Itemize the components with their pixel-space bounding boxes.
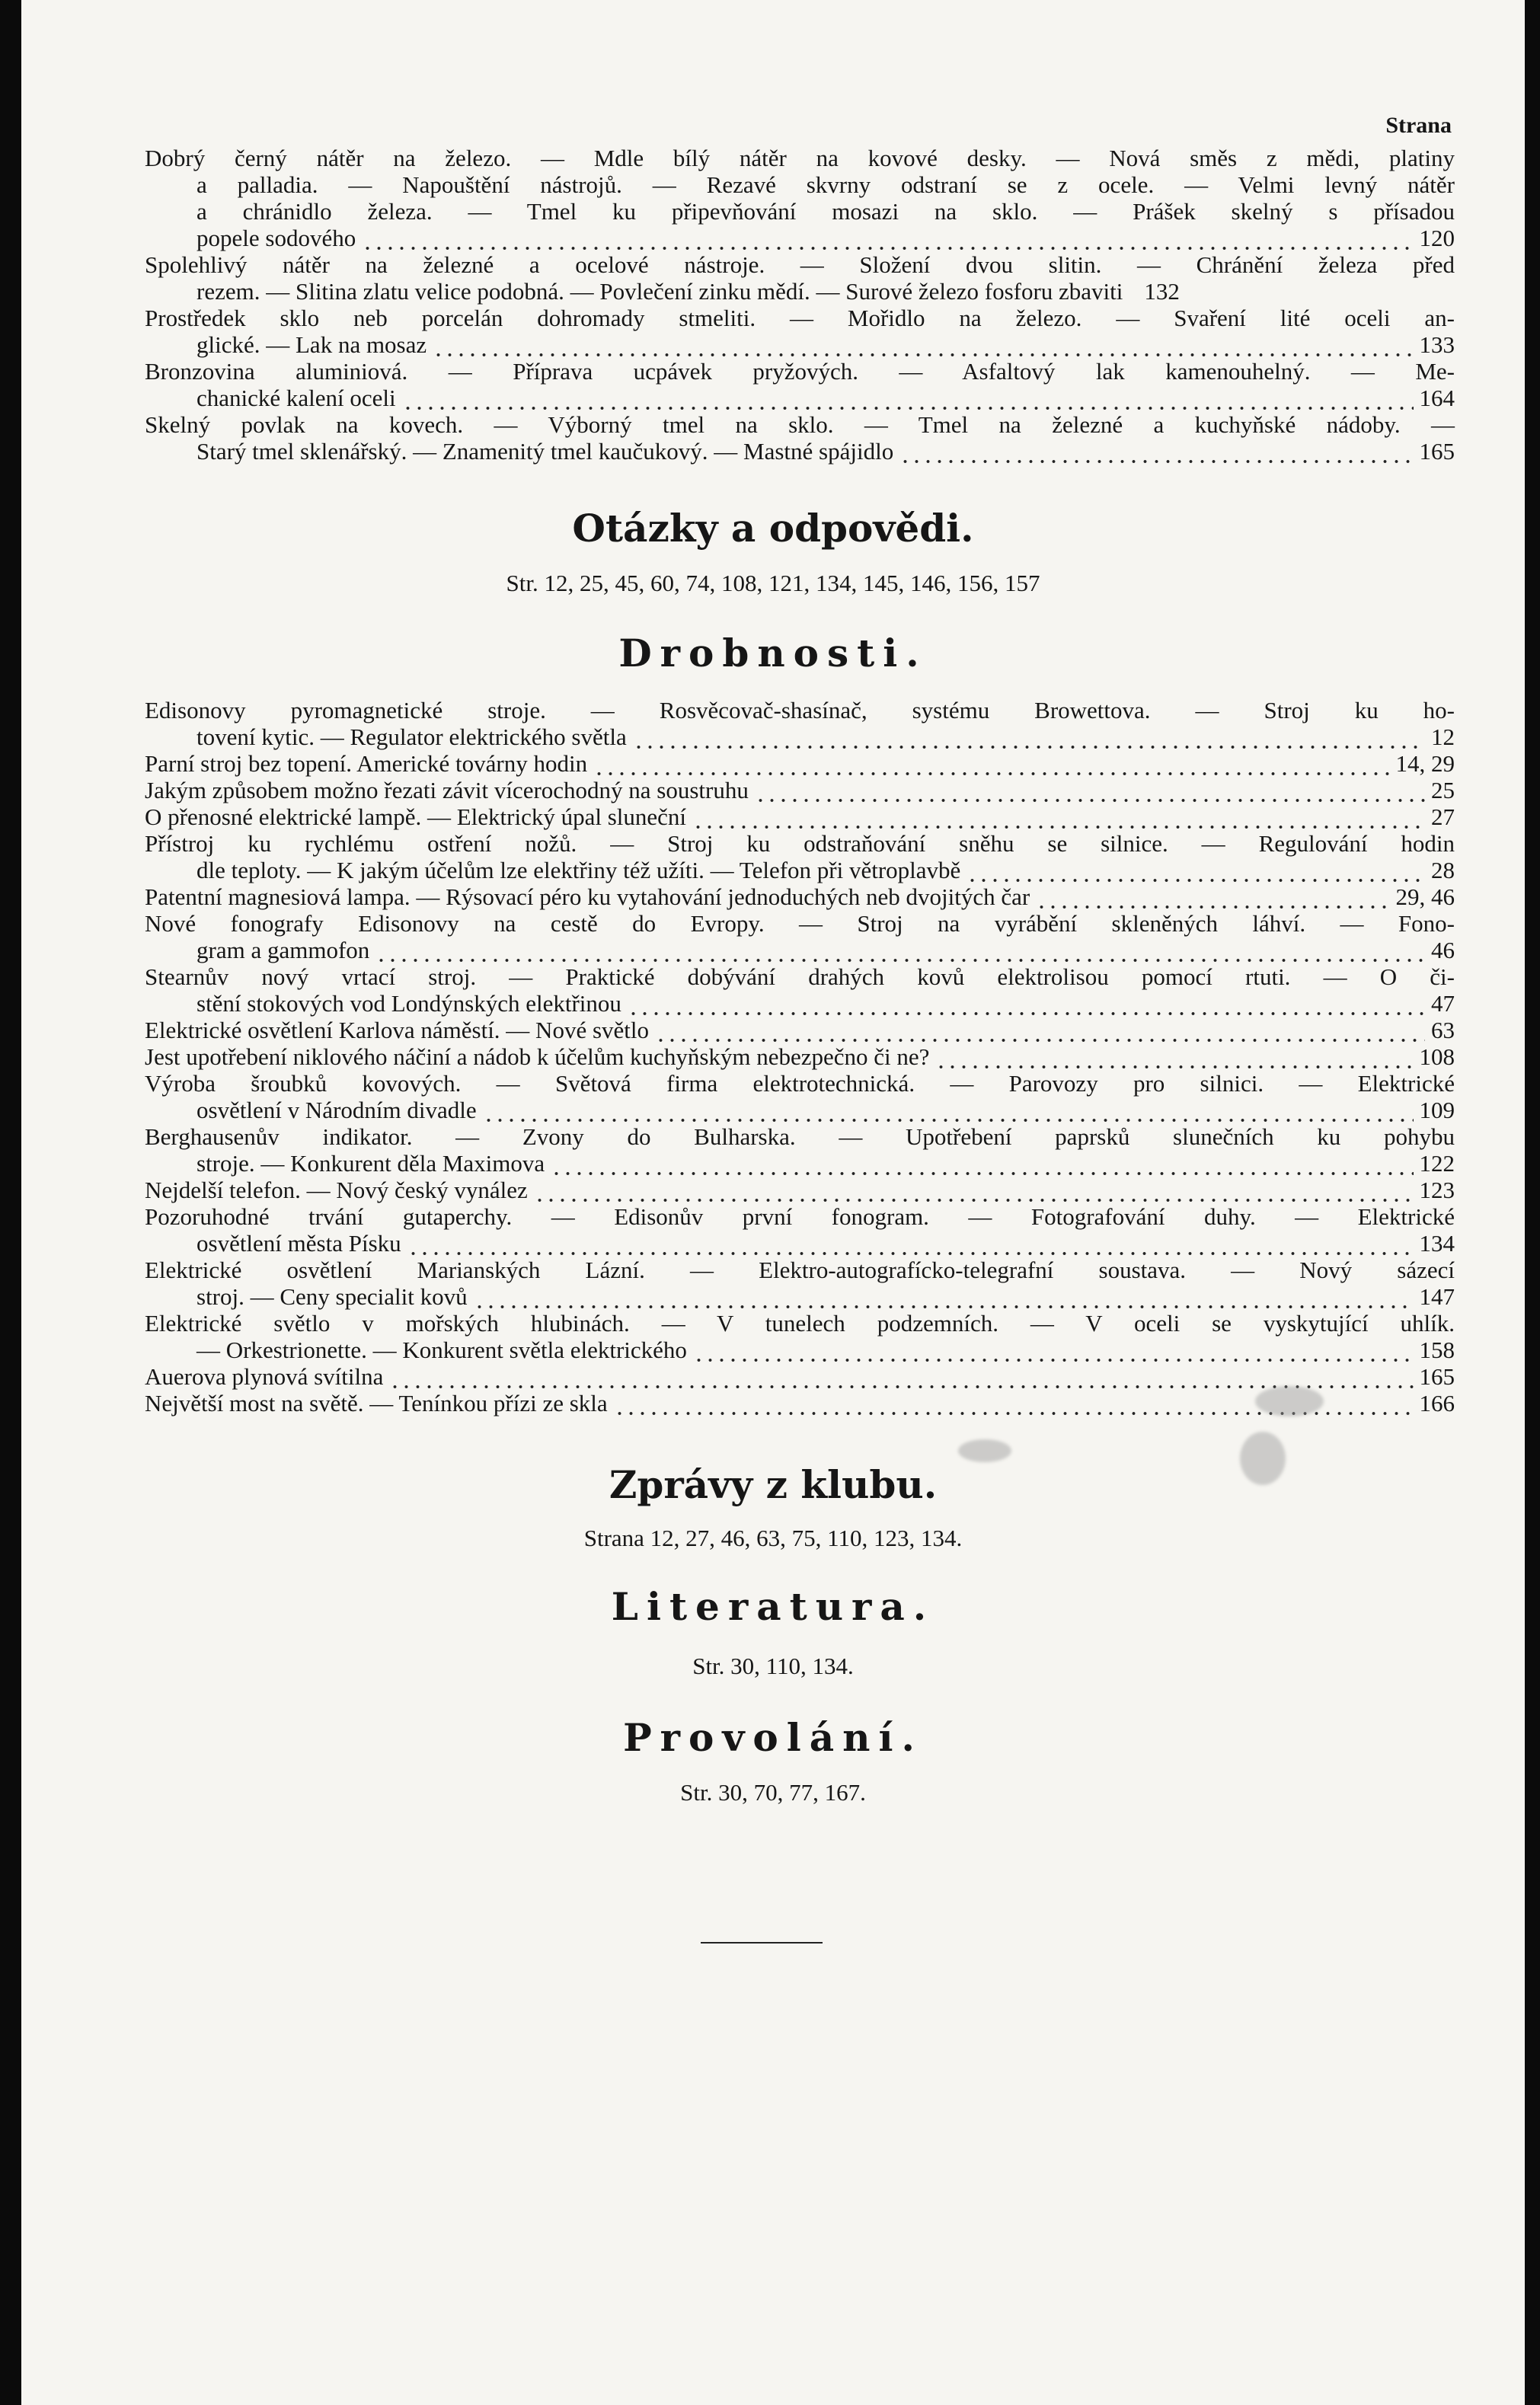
- toc-page-number: 46: [1431, 937, 1455, 963]
- toc-entry-line: [145, 910, 1455, 937]
- toc-entry-line: [145, 1363, 1455, 1390]
- toc-page-number: 165: [1419, 438, 1455, 465]
- section-pages-provolani: Str. 30, 70, 77, 167.: [680, 1779, 866, 1806]
- toc-section-drobnosti: [145, 697, 1455, 1416]
- ink-smudge: [1255, 1386, 1324, 1416]
- toc-entry-line: [145, 411, 1455, 438]
- toc-entry: [145, 411, 1455, 465]
- dot-leader: [633, 730, 1425, 750]
- toc-entry-text: chanické kalení oceli: [196, 385, 396, 411]
- dot-leader: [693, 1343, 1414, 1363]
- toc-entry: [145, 697, 1455, 750]
- toc-entry-line: [145, 278, 1455, 305]
- dot-leader: [1036, 890, 1389, 910]
- toc-entry-line: [145, 1097, 1455, 1123]
- toc-page-number: 28: [1431, 857, 1455, 883]
- toc-entry: [145, 777, 1455, 803]
- toc-page-number: 47: [1431, 990, 1455, 1017]
- section-pages-zpravy: Strana 12, 27, 46, 63, 75, 110, 123, 134.: [583, 1525, 963, 1551]
- toc-entry-line: [145, 857, 1455, 883]
- toc-entry-line: [145, 723, 1455, 750]
- toc-entry-text: a chránidlo železa. — Tmel ku připevňování mosazi na sklo. — Prášek skelný s přísadou: [196, 198, 1455, 225]
- toc-page-number: 158: [1419, 1337, 1455, 1363]
- dot-leader: [389, 1370, 1413, 1390]
- toc-entry: [145, 1043, 1455, 1070]
- document-page: [21, 0, 1525, 2405]
- toc-page-number: 134: [1419, 1230, 1455, 1257]
- toc-entry: [145, 883, 1455, 910]
- dot-leader: [935, 1050, 1413, 1070]
- toc-entry-text: stroj. — Ceny specialit kovů: [196, 1283, 468, 1310]
- toc-entry-text: Berghausenův indikator. — Zvony do Bulharska. — Upotřebení paprsků slunečních ku pohybu: [145, 1123, 1455, 1150]
- section-title-otazky: Otázky a odpovědi.: [572, 506, 974, 551]
- toc-entry-line: [145, 358, 1455, 385]
- toc-entry-line: [145, 305, 1455, 331]
- toc-entry-text: Prostředek sklo neb porcelán dohromady stmeliti. — Mořidlo na železo. — Svaření lité oceli an-: [145, 305, 1455, 331]
- toc-page-number: 12: [1431, 723, 1455, 750]
- dot-leader: [692, 810, 1425, 830]
- ink-smudge: [1240, 1432, 1286, 1485]
- dot-leader: [433, 338, 1413, 358]
- toc-entry-line: [145, 1337, 1455, 1363]
- toc-page-number: 25: [1431, 777, 1455, 803]
- toc-page-number: 166: [1419, 1390, 1455, 1416]
- section-title-zpravy: Zprávy z klubu.: [609, 1462, 938, 1507]
- toc-entry-line: [145, 803, 1455, 830]
- section-title-literatura: Literatura.: [611, 1584, 935, 1629]
- dot-leader: [593, 757, 1389, 777]
- toc-entry-line: [145, 1123, 1455, 1150]
- toc-entry-text: gram a gammofon: [196, 937, 370, 963]
- toc-entry-text: Spolehlivý nátěr na železné a ocelové nástroje. — Složení dvou slitin. — Chránění železa před: [145, 251, 1455, 278]
- toc-entry-line: [145, 385, 1455, 411]
- toc-entry-line: [145, 438, 1455, 465]
- dot-leader: [474, 1290, 1414, 1310]
- toc-entry-text: stroje. — Konkurent děla Maximova: [196, 1150, 545, 1177]
- toc-section-recipes: [145, 145, 1455, 465]
- toc-entry-text: Výroba šroubků kovových. — Světová firma elektrotechnická. — Parovozy pro silnici. — Elektrické: [145, 1070, 1455, 1097]
- toc-entry-line: [145, 225, 1455, 251]
- toc-entry: [145, 1257, 1455, 1310]
- toc-entry-text: stění stokových vod Londýnských elektřinou: [196, 990, 621, 1017]
- toc-entry-text: Nejdelší telefon. — Nový český vynález: [145, 1177, 528, 1203]
- toc-page-number: 63: [1431, 1017, 1455, 1043]
- toc-page-number: 120: [1419, 225, 1455, 251]
- toc-entry-text: a palladia. — Napouštění nástrojů. — Rezavé skvrny odstraní se z ocele. — Velmi levný nátěr: [196, 171, 1455, 198]
- toc-entry-line: [145, 777, 1455, 803]
- toc-entry: [145, 305, 1455, 358]
- toc-entry-line: [145, 198, 1455, 225]
- toc-entry-text: — Orkestrionette. — Konkurent světla elektrického: [196, 1337, 687, 1363]
- toc-entry-line: [145, 1177, 1455, 1203]
- section-pages-literatura: Str. 30, 110, 134.: [692, 1653, 854, 1679]
- toc-entry-line: [145, 1070, 1455, 1097]
- toc-entry-line: [145, 963, 1455, 990]
- dot-leader: [534, 1183, 1414, 1203]
- dot-leader: [755, 784, 1425, 803]
- toc-page-number: 133: [1419, 331, 1455, 358]
- toc-entry: [145, 830, 1455, 883]
- toc-entry-text: Jest upotřebení niklového náčiní a nádob k účelům kuchyňským nebezpečno či ne?: [145, 1043, 930, 1070]
- toc-page-number: 109: [1419, 1097, 1455, 1123]
- toc-entry-text: Elektrické osvětlení Marianských Lázní. — Elektro-autografícko-telegrafní soustava. — Nový sázecí: [145, 1257, 1455, 1283]
- toc-entry-line: [145, 937, 1455, 963]
- toc-entry-text: Stearnův nový vrtací stroj. — Praktické dobývání drahých kovů elektrolisou pomocí rtuti. — O či-: [145, 963, 1455, 990]
- toc-page-number: 27: [1431, 803, 1455, 830]
- toc-entry-text: popele sodového: [196, 225, 356, 251]
- section-pages-otazky: Str. 12, 25, 45, 60, 74, 108, 121, 134, 145, 146, 156, 157: [506, 570, 1040, 596]
- toc-entry-line: [145, 990, 1455, 1017]
- toc-page-number: 122: [1419, 1150, 1455, 1177]
- toc-entry: [145, 750, 1455, 777]
- dot-leader: [628, 997, 1425, 1017]
- toc-entry-text: Bronzovina aluminiová. — Příprava ucpávek pryžových. — Asfaltový lak kamenouhelný. — Me-: [145, 358, 1455, 385]
- toc-entry-line: [145, 830, 1455, 857]
- toc-entry-text: tovení kytic. — Regulator elektrického světla: [196, 723, 627, 750]
- toc-entry-text: Auerova plynová svítilna: [145, 1363, 384, 1390]
- dot-leader: [899, 445, 1413, 465]
- toc-entry-text: Dobrý černý nátěr na železo. — Mdle bílý nátěr na kovové desky. — Nová směs z mědi, platiny: [145, 145, 1455, 171]
- toc-entry-text: Přístroj ku rychlému ostření nožů. — Stroj ku odstraňování sněhu se silnice. — Regulování hodin: [145, 830, 1455, 857]
- toc-entry-text: glické. — Lak na mosaz: [196, 331, 427, 358]
- toc-entry-text: Jakým způsobem možno řezati závit vícerochodný na soustruhu: [145, 777, 749, 803]
- toc-entry: [145, 910, 1455, 963]
- dot-leader: [551, 1157, 1413, 1177]
- dot-leader: [966, 864, 1425, 883]
- toc-entry-text: Pozoruhodné trvání gutaperchy. — Edisonův první fonogram. — Fotografování duhy. — Elektrické: [145, 1203, 1455, 1230]
- toc-entry-text: osvětlení města Písku: [196, 1230, 401, 1257]
- toc-entry-text: Starý tmel sklenářský. — Znamenitý tmel kaučukový. — Mastné spájidlo: [196, 438, 894, 465]
- toc-entry-text: rezem. — Slitina zlatu velice podobná. — Povlečení zinku mědí. — Surové železo fosforu zbaviti: [196, 278, 1123, 305]
- toc-entry-text: Nové fonografy Edisonovy na cestě do Evropy. — Stroj na vyrábění skleněných láhví. — Fono-: [145, 910, 1455, 937]
- toc-entry-line: [145, 145, 1455, 171]
- toc-entry-text: Elektrické osvětlení Karlova náměstí. — Nové světlo: [145, 1017, 650, 1043]
- toc-entry-line: [145, 1257, 1455, 1283]
- toc-entry: [145, 251, 1455, 305]
- toc-entry: [145, 1203, 1455, 1257]
- dot-leader: [375, 944, 1425, 963]
- dot-leader: [407, 1237, 1414, 1257]
- section-title-drobnosti: Drobnosti.: [618, 631, 928, 676]
- end-rule: [701, 1942, 823, 1943]
- toc-entry-text: Skelný povlak na kovech. — Výborný tmel na sklo. — Tmel na železné a kuchyňské nádoby. —: [145, 411, 1455, 438]
- toc-entry: [145, 1363, 1455, 1390]
- toc-entry-text: O přenosné elektrické lampě. — Elektrický úpal sluneční: [145, 803, 687, 830]
- toc-entry-line: [145, 883, 1455, 910]
- dot-leader: [655, 1024, 1425, 1043]
- dot-leader: [402, 391, 1414, 411]
- toc-page-number: 132: [1144, 278, 1180, 305]
- toc-entry-line: [145, 750, 1455, 777]
- toc-entry-line: [145, 251, 1455, 278]
- toc-entry: [145, 1017, 1455, 1043]
- toc-entry-line: [145, 1150, 1455, 1177]
- toc-entry-line: [145, 697, 1455, 723]
- ink-smudge: [958, 1439, 1011, 1462]
- toc-entry-text: Parní stroj bez topení. Americké továrny hodin: [145, 750, 588, 777]
- toc-entry-text: Edisonovy pyromagnetické stroje. — Rosvěcovač-shasínač, systému Browettova. — Stroj ku ho-: [145, 697, 1455, 723]
- strana-column-header: Strana: [1385, 113, 1452, 138]
- toc-entry-line: [145, 1017, 1455, 1043]
- toc-entry-text: dle teploty. — K jakým účelům lze elektřiny též užíti. — Telefon při větroplavbě: [196, 857, 961, 883]
- toc-entry-text: Největší most na světě. — Tenínkou přízi ze skla: [145, 1390, 608, 1416]
- toc-entry-line: [145, 1310, 1455, 1337]
- toc-entry: [145, 963, 1455, 1017]
- toc-entry-text: osvětlení v Národním divadle: [196, 1097, 477, 1123]
- toc-page-number: 123: [1419, 1177, 1455, 1203]
- toc-page-number: 108: [1419, 1043, 1455, 1070]
- toc-entry: [145, 145, 1455, 251]
- toc-entry: [145, 1177, 1455, 1203]
- dot-leader: [483, 1103, 1414, 1123]
- toc-entry-line: [145, 1230, 1455, 1257]
- toc-entry-line: [145, 1203, 1455, 1230]
- toc-page-number: 14, 29: [1395, 750, 1455, 777]
- dot-leader: [362, 232, 1413, 251]
- toc-entry-line: [145, 1043, 1455, 1070]
- toc-entry-line: [145, 1283, 1455, 1310]
- section-title-provolani: Provolání.: [623, 1715, 923, 1760]
- toc-entry-line: [145, 331, 1455, 358]
- toc-page-number: 147: [1419, 1283, 1455, 1310]
- toc-entry-text: Elektrické světlo v mořských hlubinách. — V tunelech podzemních. — V oceli se vyskytující uhlík.: [145, 1310, 1455, 1337]
- toc-page-number: 29, 46: [1395, 883, 1455, 910]
- toc-entry: [145, 358, 1455, 411]
- toc-entry: [145, 1070, 1455, 1123]
- toc-page-number: 164: [1419, 385, 1455, 411]
- toc-entry: [145, 1123, 1455, 1177]
- toc-entry-text: Patentní magnesiová lampa. — Rýsovací péro ku vytahování jednoduchých neb dvojitých čar: [145, 883, 1030, 910]
- toc-entry: [145, 1310, 1455, 1363]
- toc-entry: [145, 803, 1455, 830]
- toc-entry-line: [145, 171, 1455, 198]
- dot-leader: [1129, 285, 1138, 305]
- toc-page-number: 165: [1419, 1363, 1455, 1390]
